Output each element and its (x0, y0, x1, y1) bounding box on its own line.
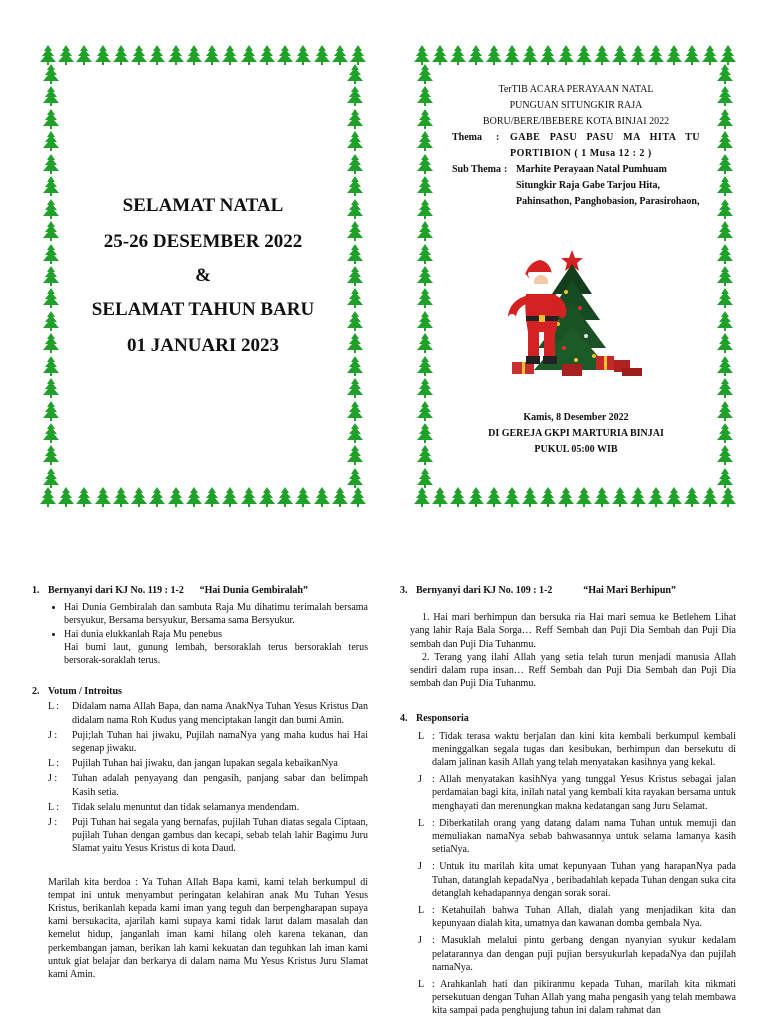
christmas-tree-icon (648, 487, 664, 507)
christmas-tree-icon (504, 487, 520, 507)
speaker-label: J : (48, 773, 58, 785)
christmas-tree-icon (417, 445, 433, 465)
christmas-tree-icon (717, 401, 733, 421)
christmas-tree-icon (168, 45, 184, 65)
christmas-tree-icon (332, 45, 348, 65)
christmas-tree-icon (417, 468, 433, 488)
christmas-tree-icon (113, 487, 129, 507)
christmas-tree-icon (558, 45, 574, 65)
christmas-tree-icon (684, 45, 700, 65)
votum-line (48, 729, 368, 755)
christmas-tree-icon (347, 333, 363, 353)
christmas-tree-icon (417, 154, 433, 174)
christmas-tree-icon (540, 45, 556, 65)
responsoria-line (400, 773, 736, 813)
christmas-tree-icon (43, 109, 59, 129)
program-title-2: PUNGUAN SITUNGKIR RAJA (509, 100, 643, 111)
christmas-tree-icon (347, 288, 363, 308)
christmas-tree-icon (717, 356, 733, 376)
christmas-tree-icon (720, 487, 736, 507)
christmas-tree-icon (314, 45, 330, 65)
christmas-tree-icon (702, 45, 718, 65)
christmas-tree-icon (347, 244, 363, 264)
section-4-heading (400, 712, 736, 725)
votum-text: Tuhan adalah penyayang dan pengasih, panjang sabar dan belimpah Kasih setia. (72, 773, 368, 798)
christmas-tree-icon (684, 487, 700, 507)
tree-border-bottom (414, 486, 736, 508)
christmas-tree-icon (43, 445, 59, 465)
christmas-tree-icon (347, 311, 363, 331)
christmas-tree-icon (43, 244, 59, 264)
christmas-tree-icon (350, 45, 366, 65)
responsoria-line (400, 934, 736, 974)
christmas-tree-icon (277, 487, 293, 507)
christmas-tree-icon (720, 45, 736, 65)
christmas-tree-icon (204, 487, 220, 507)
speaker-label: L (418, 979, 425, 991)
christmas-tree-icon (43, 288, 59, 308)
christmas-tree-icon (717, 378, 733, 398)
christmas-tree-icon (43, 356, 59, 376)
christmas-tree-icon (76, 45, 92, 65)
tree-border-top (414, 44, 736, 66)
christmas-tree-icon (241, 487, 257, 507)
tree-border-left (414, 64, 436, 488)
greeting-line-5: 01 JANUARI 2023 (127, 335, 279, 356)
program-title-3: BORU/BERE/IBEBERE KOTA BINJAI 2022 (482, 116, 670, 127)
christmas-tree-icon (43, 333, 59, 353)
section-1-lyrics (32, 601, 368, 667)
christmas-tree-icon (58, 487, 74, 507)
votum-line (48, 757, 368, 770)
christmas-tree-icon (43, 266, 59, 286)
lyric-bullet-2-line-2: Hai bumi laut, gunung lembah, bersoraklah terus bersoraklah terus bersorak-soraklah terus. (64, 641, 368, 667)
votum-line (48, 772, 368, 798)
thema-text: GABE PASU PASU MA HITA TU PORTIBION ( 1 Musa 12 : 2 ) (510, 132, 700, 159)
christmas-tree-icon (95, 45, 111, 65)
section-1-title: Bernyanyi dari KJ No. 119 : 1-2 (48, 585, 184, 596)
christmas-tree-icon (149, 45, 165, 65)
tree-border-right (344, 64, 366, 488)
christmas-tree-icon (468, 45, 484, 65)
responsoria-text: : Untuk itu marilah kita umat kepunyaan Tuhan yang harapanNya pada Tuhan, datanglah kepadaNya , beribadahlah kepada Tuhan dengan suka cita detanglah kehadapannya dengan sorak sorai. (432, 861, 736, 899)
christmas-tree-icon (58, 45, 74, 65)
christmas-tree-icon (204, 45, 220, 65)
christmas-tree-icon (222, 45, 238, 65)
liturgy-left-column (32, 584, 368, 981)
christmas-tree-icon (43, 199, 59, 219)
christmas-tree-icon (350, 487, 366, 507)
event-date: Kamis, 8 Desember 2022 (523, 412, 629, 423)
votum-line (48, 801, 368, 814)
christmas-tree-icon (347, 221, 363, 241)
section-3-song: “Hai Mari Berhipun” (583, 585, 676, 596)
tree-border-right (714, 64, 736, 488)
christmas-tree-icon (43, 378, 59, 398)
christmas-tree-icon (295, 487, 311, 507)
thema-row (452, 130, 700, 162)
christmas-tree-icon (717, 288, 733, 308)
opening-prayer: Marilah kita berdoa : Ya Tuhan Allah Bapa kami, kami telah berkumpul di tempat ini untuk menyambut peringatan kelahiran anak Mu Tuhan Yesus Kristus, berikanlah kepada kami iman yang teguh dan berpengharapan supaya kami bersukacita, ajarilah kami supaya kami tidak larut dalam masalah dan kemelut hidup, janganlah iman kami hilang oleh karena tekanan, dan perkembangan jaman, berikan lah kami kekuatan dan teguhkan lah iman kami untuk giat belajar dan berkarya di dalam nama Mu Yesus Kristus Juru Slamat kami Amin. (48, 876, 368, 981)
christmas-tree-icon (717, 86, 733, 106)
christmas-tree-icon (468, 487, 484, 507)
speaker-label: L : (48, 758, 60, 770)
christmas-tree-icon (558, 487, 574, 507)
christmas-tree-icon (277, 45, 293, 65)
votum-text: Tidak selalu menuntut dan tidak selamanya mendendam. (72, 801, 300, 813)
christmas-tree-icon (717, 221, 733, 241)
votum-text: Puji Tuhan hai segala yang bernafas, pujilah Tuhan diatas segala Ciptaan, pujilah Tuhan dengan gambus dan kecapi, sebab telah lahir Bagimu Juru Slamat yaitu Yesus Kristus di kota Daud. (72, 817, 368, 855)
christmas-tree-icon (43, 221, 59, 241)
christmas-tree-icon (113, 45, 129, 65)
responsoria-lines (400, 730, 736, 1018)
section-3-verses (400, 611, 736, 690)
christmas-tree-icon (417, 401, 433, 421)
section-1-number: 1. (32, 585, 40, 596)
speaker-label: L : (48, 801, 60, 813)
christmas-tree-icon (666, 45, 682, 65)
christmas-tree-icon (417, 64, 433, 84)
responsoria-text: : Diberkatilah orang yang datang dalam nama Tuhan untuk memuji dan memuliakan namaNya sebab bahwasannya untuk selama lamanya kasih setiaNya. (432, 817, 736, 856)
christmas-tree-icon (347, 378, 363, 398)
christmas-tree-icon (576, 45, 592, 65)
christmas-tree-icon (417, 333, 433, 353)
votum-line (48, 700, 368, 726)
speaker-label: L (418, 730, 425, 742)
section-4-number: 4. (400, 713, 408, 725)
christmas-tree-icon (417, 109, 433, 129)
right-program-card (414, 44, 736, 508)
greeting-line-2: 25-26 DESEMBER 2022 (103, 231, 303, 252)
christmas-tree-icon (314, 487, 330, 507)
christmas-tree-icon (414, 487, 430, 507)
christmas-tree-icon (630, 45, 646, 65)
christmas-tree-icon (417, 356, 433, 376)
subthema-row (452, 162, 700, 210)
christmas-tree-icon (612, 487, 628, 507)
speaker-label: J : (48, 729, 58, 741)
christmas-tree-icon (417, 378, 433, 398)
speaker-label: L (418, 905, 425, 917)
christmas-tree-icon (43, 64, 59, 84)
christmas-tree-icon (417, 86, 433, 106)
greeting-line-1: SELAMAT NATAL (122, 195, 284, 216)
christmas-tree-icon (347, 266, 363, 286)
christmas-tree-icon (417, 221, 433, 241)
christmas-tree-icon (414, 45, 430, 65)
speaker-label: J (418, 861, 422, 873)
christmas-tree-icon (717, 199, 733, 219)
christmas-tree-icon (347, 423, 363, 443)
votum-line (48, 816, 368, 856)
responsoria-text: : Masuklah melalui pintu gerbang dengan nyanyian syukur kedalam pelatarannya dan dengan puji pujian bersyukurlah kepadaNya dan pujilah namaNya. (432, 935, 736, 973)
christmas-tree-icon (717, 131, 733, 151)
responsoria-text: : Allah menyatakan kasihNya yang tunggal Yesus Kristus sebagai jalan perdamaian bagi kita, inilah natal yang kembali kita rayakan bersama untuk menghayati dan merenungkan makna kedatangan sang Juru Selamat. (432, 774, 736, 812)
christmas-tree-icon (347, 131, 363, 151)
christmas-tree-icon (417, 199, 433, 219)
section-2-title: Votum / Introitus (48, 686, 122, 698)
christmas-tree-icon (347, 199, 363, 219)
christmas-tree-icon (504, 45, 520, 65)
christmas-tree-icon (43, 131, 59, 151)
responsoria-text: : Arahkanlah hati dan pikiranmu kepada Tuhan, marilah kita nikmati persekutuan dengan Tuhan Allah yang maha pengasih yang telah membawa kita sampai pada penghujung tahun ini dalam rahmat dan (432, 979, 736, 1017)
christmas-tree-icon (149, 487, 165, 507)
subthema-colon: : (504, 164, 508, 175)
tree-border-bottom (40, 486, 366, 508)
section-1-song: “Hai Dunia Gembiralah” (199, 585, 308, 596)
greeting-text (62, 188, 344, 364)
christmas-tree-icon (43, 154, 59, 174)
christmas-tree-icon (168, 487, 184, 507)
christmas-tree-icon (717, 311, 733, 331)
responsoria-text: : Ketahuilah bahwa Tuhan Allah, dialah yang menjadikan kita dan kepunyaan dialah kita, umatnya dan kawanan domba gembala Nya. (432, 905, 736, 930)
christmas-tree-icon (666, 487, 682, 507)
responsoria-line (400, 860, 736, 900)
votum-text: Puji;lah Tuhan hai jiwaku, Pujilah namaNya yang maha kudus hai Hai segenap jiwaku. (72, 729, 368, 755)
speaker-label: L : (48, 701, 60, 713)
christmas-tree-icon (295, 45, 311, 65)
christmas-tree-icon (717, 468, 733, 488)
left-greeting-card (40, 44, 366, 508)
section-3-heading (400, 584, 736, 597)
christmas-tree-icon (648, 45, 664, 65)
speaker-label: L (418, 817, 425, 829)
responsoria-line (400, 904, 736, 930)
subthema-text: Marhite Perayaan Natal Pumhuam Situngkir Raja Gabe Tarjou Hita, Pahinsathon, Panghobasion, Parasirohaon, (516, 164, 700, 207)
christmas-tree-icon (347, 445, 363, 465)
christmas-tree-icon (347, 109, 363, 129)
christmas-tree-icon (186, 487, 202, 507)
christmas-tree-icon (259, 45, 275, 65)
christmas-tree-icon (717, 154, 733, 174)
christmas-tree-icon (576, 487, 592, 507)
christmas-tree-icon (186, 45, 202, 65)
christmas-tree-icon (717, 333, 733, 353)
christmas-tree-icon (417, 423, 433, 443)
christmas-tree-icon (43, 176, 59, 196)
christmas-tree-icon (432, 45, 448, 65)
christmas-tree-icon (43, 401, 59, 421)
christmas-tree-icon (717, 64, 733, 84)
tree-border-left (40, 64, 62, 488)
section-1-heading (32, 584, 368, 597)
christmas-tree-icon (594, 487, 610, 507)
thema-colon: : (496, 132, 500, 143)
section-3-title: Bernyanyi dari KJ No. 109 : 1-2 (416, 585, 553, 596)
christmas-tree-icon (717, 244, 733, 264)
christmas-tree-icon (717, 445, 733, 465)
christmas-tree-icon (222, 487, 238, 507)
christmas-tree-icon (522, 487, 538, 507)
christmas-tree-icon (347, 176, 363, 196)
section-4-title: Responsoria (416, 713, 469, 725)
greeting-ampersand: & (195, 265, 211, 286)
christmas-tree-icon (259, 487, 275, 507)
christmas-tree-icon (702, 487, 718, 507)
lyric-bullet-1: • Hai Dunia Gembiralah dan sambuta Raja Mu dihatimu terimalah bersama bersyukur, Bersama bersyukur, Bersama sama Bersyukur. (64, 601, 368, 627)
christmas-tree-icon (40, 487, 56, 507)
greeting-line-4: SELAMAT TAHUN BARU (91, 299, 315, 320)
verse-2: 2. Terang yang ilahi Allah yang setia telah turun menjadi manusia Allah sendiri dalam rupa insan… Reff Sembah dan Puji Dia Sembah dan Puji Dia sembah dan Puji Dia Tuhanmu. (410, 651, 736, 690)
christmas-tree-icon (450, 487, 466, 507)
christmas-tree-icon (43, 468, 59, 488)
christmas-tree-icon (486, 45, 502, 65)
christmas-tree-icon (241, 45, 257, 65)
christmas-tree-icon (594, 45, 610, 65)
christmas-tree-icon (43, 423, 59, 443)
christmas-tree-icon (717, 109, 733, 129)
votum-text: Pujilah Tuhan hai jiwaku, dan jangan lupakan segala kebaikanNya (72, 758, 338, 770)
verse-1: 1. Hai mari berhimpun dan bersuka ria Hai mari semua ke Betlehem Lihat yang lahir Raja Bala Sorga… Reff Sembah dan Puji Dia Sembah dan Puji Dia sembah dan Puji Dia Tuhanmu. (410, 612, 736, 650)
section-2-heading (32, 685, 368, 698)
event-time: PUKUL 05:00 WIB (534, 444, 618, 455)
christmas-tree-icon (43, 86, 59, 106)
christmas-tree-icon (522, 45, 538, 65)
program-title-1: TerTIB ACARA PERAYAAN NATAL (498, 84, 654, 95)
lyric-bullet-2-line-1: Hai dunia elukkanlah Raja Mu penebus (64, 628, 223, 640)
responsoria-line (400, 730, 736, 770)
christmas-tree-icon (347, 64, 363, 84)
responsoria-line (400, 978, 736, 1018)
christmas-tree-icon (76, 487, 92, 507)
christmas-tree-icon (612, 45, 628, 65)
section-3-number: 3. (400, 585, 408, 596)
christmas-tree-icon (717, 176, 733, 196)
santa-with-christmas-tree-illustration (506, 248, 646, 384)
christmas-tree-icon (347, 154, 363, 174)
christmas-tree-icon (43, 311, 59, 331)
responsoria-line (400, 817, 736, 857)
christmas-tree-icon (332, 487, 348, 507)
christmas-tree-icon (347, 401, 363, 421)
section-2-number: 2. (32, 686, 40, 698)
christmas-tree-icon (95, 487, 111, 507)
christmas-tree-icon (417, 244, 433, 264)
christmas-tree-icon (417, 311, 433, 331)
christmas-tree-icon (347, 356, 363, 376)
responsoria-text: : Tidak terasa waktu berjalan dan kini kita kembali berkumpul kembali meninggalkan segala tugas dan kesibukan, berhimpun dan bersekutu di dalam jalinan kasih Allah yang telah menyatakan kasihnya yang kekal. (432, 730, 736, 769)
christmas-tree-icon (417, 176, 433, 196)
speaker-label: J : (48, 817, 58, 829)
christmas-tree-icon (131, 487, 147, 507)
lyric-bullet-2 (64, 628, 368, 668)
christmas-tree-icon (450, 45, 466, 65)
speaker-label: J (418, 774, 422, 786)
program-header (452, 82, 700, 234)
christmas-tree-icon (717, 423, 733, 443)
christmas-tree-icon (347, 86, 363, 106)
christmas-tree-icon (630, 487, 646, 507)
christmas-tree-icon (131, 45, 147, 65)
christmas-tree-icon (40, 45, 56, 65)
liturgy-right-column (400, 584, 736, 1024)
christmas-tree-icon (417, 288, 433, 308)
subthema-label: Sub Thema (452, 164, 502, 175)
speaker-label: J (418, 935, 422, 947)
thema-label: Thema (452, 132, 482, 143)
event-place: DI GEREJA GKPI MARTURIA BINJAI (488, 428, 664, 439)
christmas-tree-icon (717, 266, 733, 286)
christmas-tree-icon (417, 266, 433, 286)
votum-lines (32, 700, 368, 855)
christmas-tree-icon (432, 487, 448, 507)
christmas-tree-icon (347, 468, 363, 488)
votum-text: Didalam nama Allah Bapa, dan nama AnakNya Tuhan Yesus Kristus Dan didalam nama Roh Kudus yang menciptakan langit dan bumi Amin. (72, 701, 368, 726)
event-details (452, 410, 700, 458)
christmas-tree-icon (417, 131, 433, 151)
christmas-tree-icon (540, 487, 556, 507)
christmas-tree-icon (486, 487, 502, 507)
tree-border-top (40, 44, 366, 66)
